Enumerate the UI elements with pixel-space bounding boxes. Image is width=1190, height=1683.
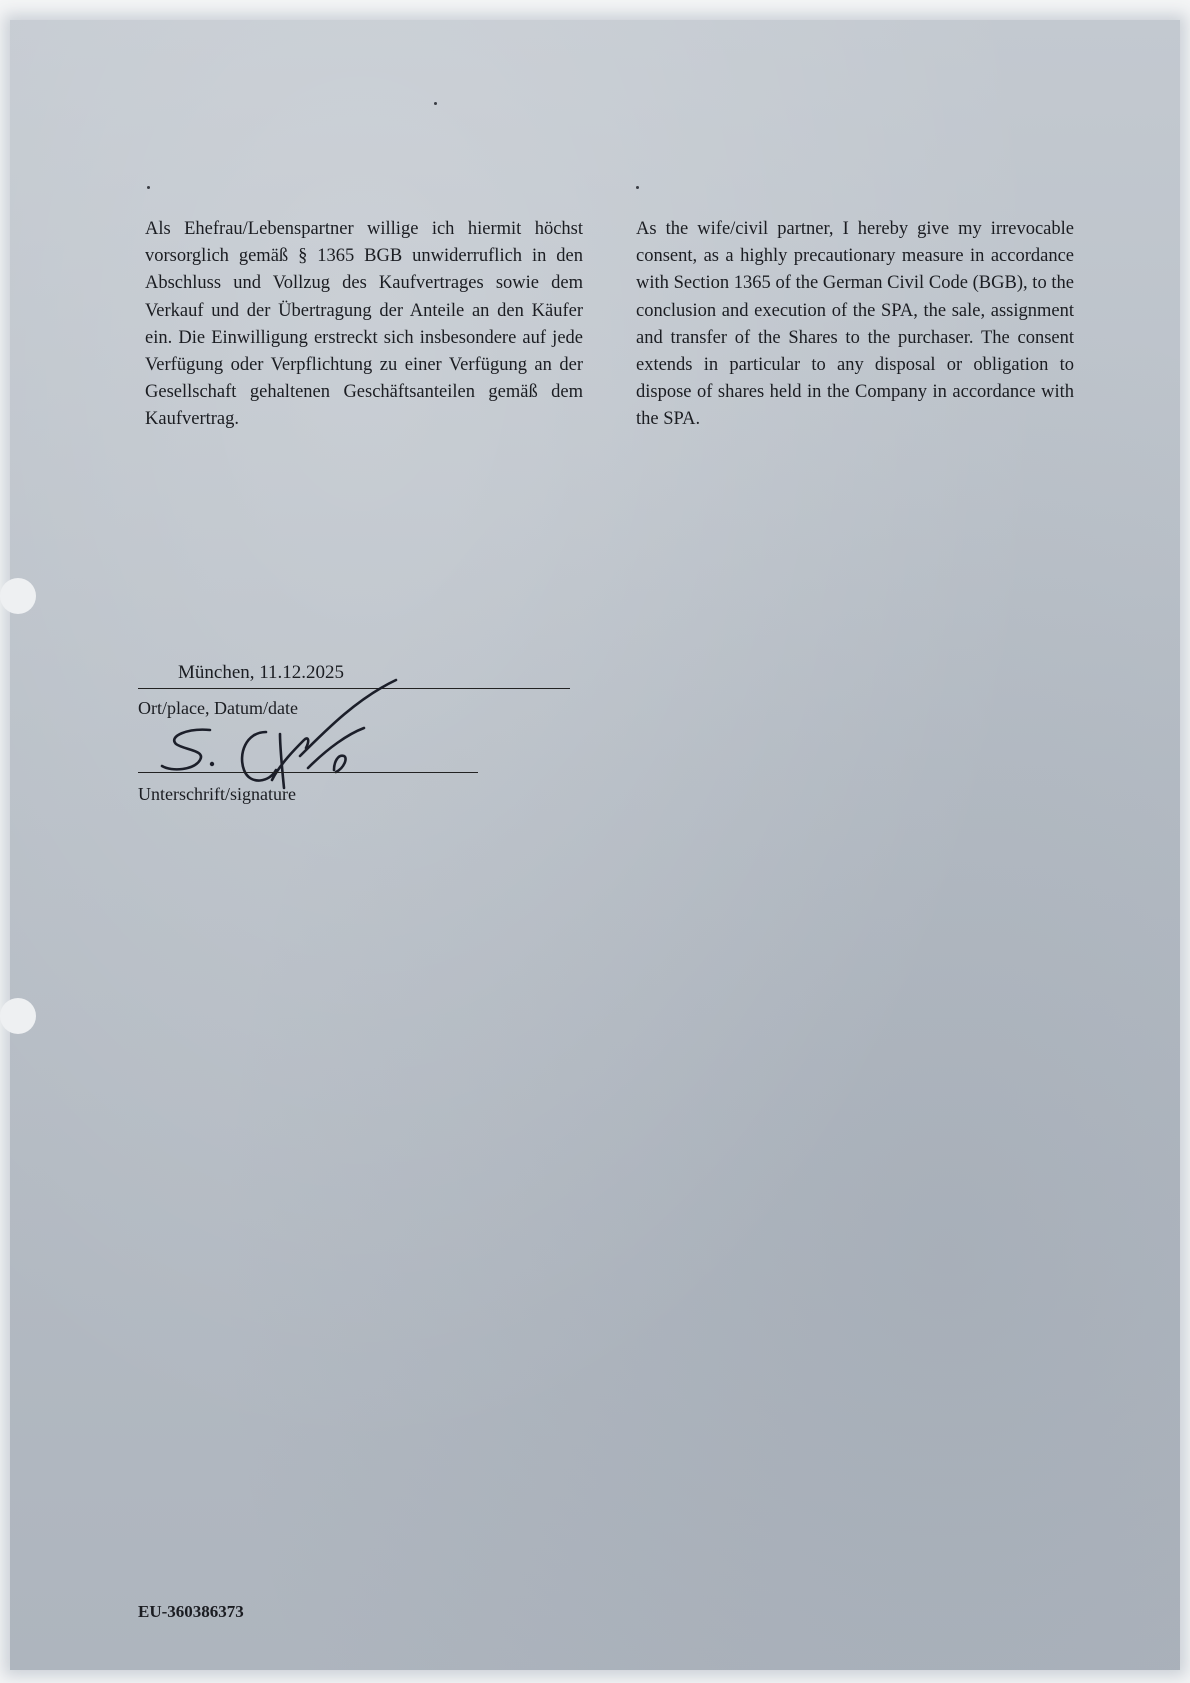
consent-clause-english: As the wife/civil partner, I hereby give my irrevocable consent, as a highly precautionary measure in accordance with Section 1365 of the German Civil Code (BGB), to the conclusion and execution of the SPA, the sale, assignment and transfer of the Shares to the purchaser. The consent extends in particular to any disposal or obligation to dispose of shares held in the Company in accordance with the SPA. — [636, 219, 1074, 430]
punch-hole-top — [0, 578, 36, 614]
scan-speck — [434, 102, 437, 105]
handwritten-signature — [158, 678, 418, 828]
scan-speck — [636, 186, 639, 189]
place-date-value: München, 11.12.2025 — [178, 662, 345, 683]
signature-line — [138, 772, 478, 773]
scan-speck — [147, 186, 150, 189]
signature-label: Unterschrift/signature — [138, 784, 296, 804]
document-reference: EU-360386373 — [138, 1602, 244, 1621]
place-date-label: Ort/place, Datum/date — [138, 698, 298, 718]
signature-block — [138, 660, 608, 820]
punch-hole-bottom — [0, 998, 36, 1034]
consent-clause-german: Als Ehefrau/Lebenspartner willige ich hiermit höchst vorsorglich gemäß § 1365 BGB unwiderruflich in den Abschluss und Vollzug des Kaufvertrages sowie dem Verkauf und der Übertragung der Anteile an den Käufer ein. Die Einwilligung erstreckt sich insbesondere auf jede Verfügung oder Verpflichtung zu einer Verfügung an der Gesellschaft gehaltenen Geschäftsanteilen gemäß dem Kaufvertrag. — [145, 219, 583, 430]
document-page — [10, 20, 1180, 1670]
